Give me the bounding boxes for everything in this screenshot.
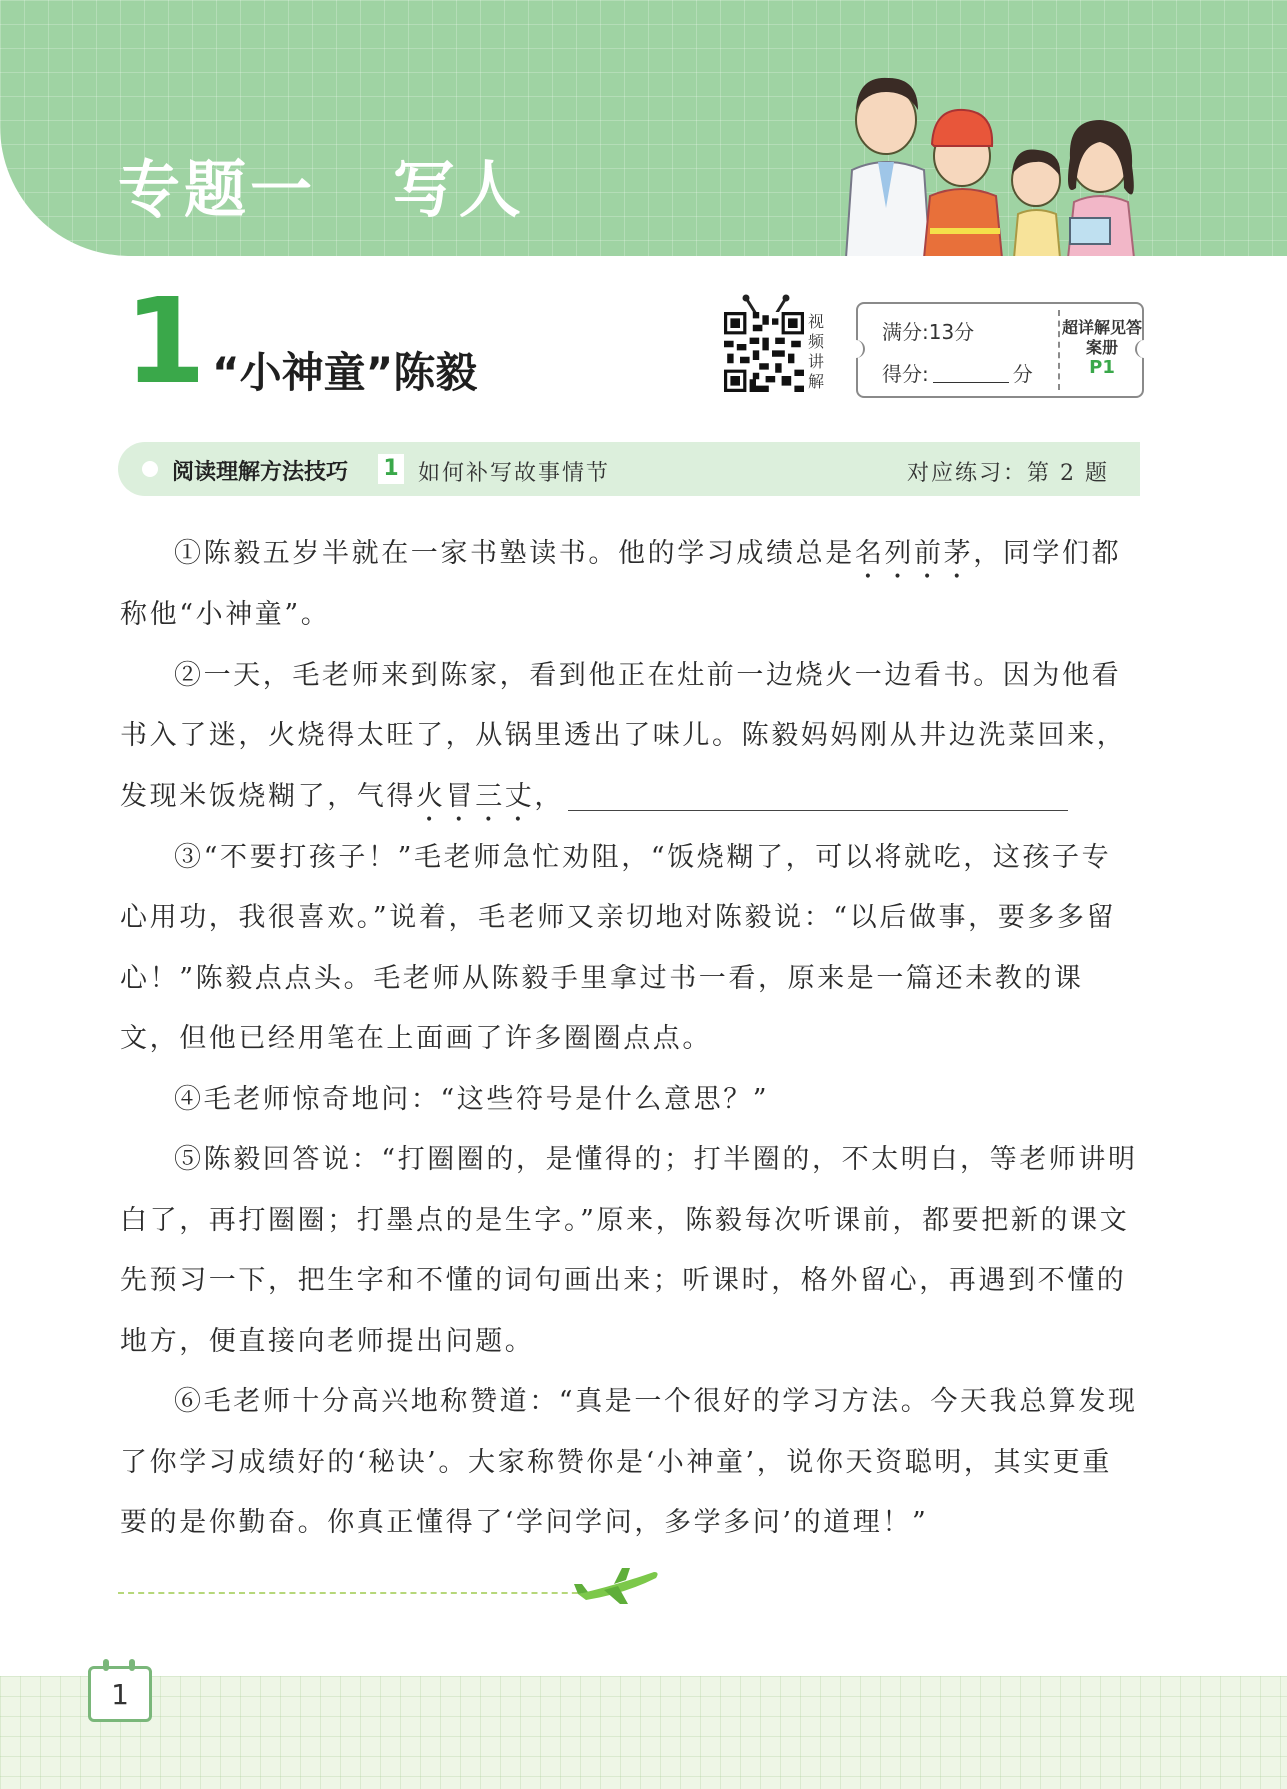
practice-reference: 对应练习：第 2 题 <box>907 461 1109 486</box>
full-score: 满分:13分 <box>882 320 975 344</box>
method-title: 阅读理解方法技巧 <box>172 460 349 485</box>
bullet-icon <box>142 461 158 477</box>
answer-page: P1 <box>1089 357 1115 378</box>
score-label: 得分: <box>882 362 929 386</box>
calendar-ring-icon <box>103 1659 109 1671</box>
paragraph-3: ③“不要打孩子！”毛老师急忙劝阻，“饭烧糊了，可以将就吃，这孩子专心用功，我很喜欢。”说着，毛老师又亲切地对陈毅说：“以后做事，要多多留心！”陈毅点点头。毛老师从陈毅手里拿过书一看，原来是一篇还未教的课文，但他已经用笔在上面画了许多圈圈点点。 <box>120 841 1117 1054</box>
page-number: 1 <box>88 1666 152 1722</box>
article-text <box>120 524 1140 1554</box>
paragraph-1: ①陈毅五岁半就在一家书塾读书。他的学习成绩总是名列前茅，同学们都称他“小神童”。 <box>120 538 1122 630</box>
paragraph-4: ④毛老师惊奇地问：“这些符号是什么意思？” <box>174 1083 770 1115</box>
method-number: 1 <box>378 454 404 484</box>
score-divider <box>1058 310 1060 390</box>
lesson-title: “小神童”陈毅 <box>212 348 478 397</box>
qr-code-icon[interactable] <box>724 312 804 392</box>
answer-reference <box>1062 318 1142 378</box>
footer-band <box>0 1676 1287 1789</box>
calendar-ring-icon <box>129 1659 135 1671</box>
paragraph-5: ⑤陈毅回答说：“打圈圈的，是懂得的；打半圈的，不太明白，等老师讲明白了，再打圈圈；打墨点的是生字。”原来，陈毅每次听课前，都要把新的课文先预习一下，把生字和不懂的词句画出来；听课时，格外留心，再遇到不懂的地方，便直接向老师提出问题。 <box>120 1144 1138 1357</box>
score-unit: 分 <box>1012 362 1033 386</box>
airplane-icon <box>574 1564 660 1608</box>
score-notch-left <box>849 340 865 358</box>
dotted-phrase: 名列前茅 <box>854 538 974 569</box>
method-subtitle: 如何补写故事情节 <box>418 461 611 486</box>
score-box <box>856 302 1144 398</box>
paragraph-2: ②一天，毛老师来到陈家，看到他正在灶前一边烧火一边看书。因为他看书入了迷，火烧得太旺了，从锅里透出了味儿。陈毅妈妈刚从井边洗菜回来，发现米饭烧糊了，气得火冒三丈， <box>120 659 1127 812</box>
paragraph-6: ⑥毛老师十分高兴地称赞道：“真是一个很好的学习方法。今天我总算发现了你学习成绩好的‘秘诀’。大家称赞你是‘小神童’，说你天资聪明，其实更重要的是你勤奋。你真正懂得了‘学问学问，多学多问’的道理！” <box>120 1386 1138 1538</box>
answer-note: 超详解见答案册 <box>1062 318 1143 357</box>
score-field[interactable] <box>882 358 1033 387</box>
header-banner <box>0 0 1287 256</box>
dashed-divider <box>118 1592 598 1594</box>
score-blank[interactable] <box>933 382 1009 383</box>
four-people-illustration <box>838 58 1148 256</box>
video-explain-label: 视频讲解 <box>808 312 825 391</box>
dotted-phrase: 火冒三丈 <box>416 780 535 812</box>
lesson-number: 1 <box>124 272 207 410</box>
topic-title: 专题一 写人 <box>118 153 525 226</box>
fill-in-blank[interactable] <box>568 780 1068 811</box>
